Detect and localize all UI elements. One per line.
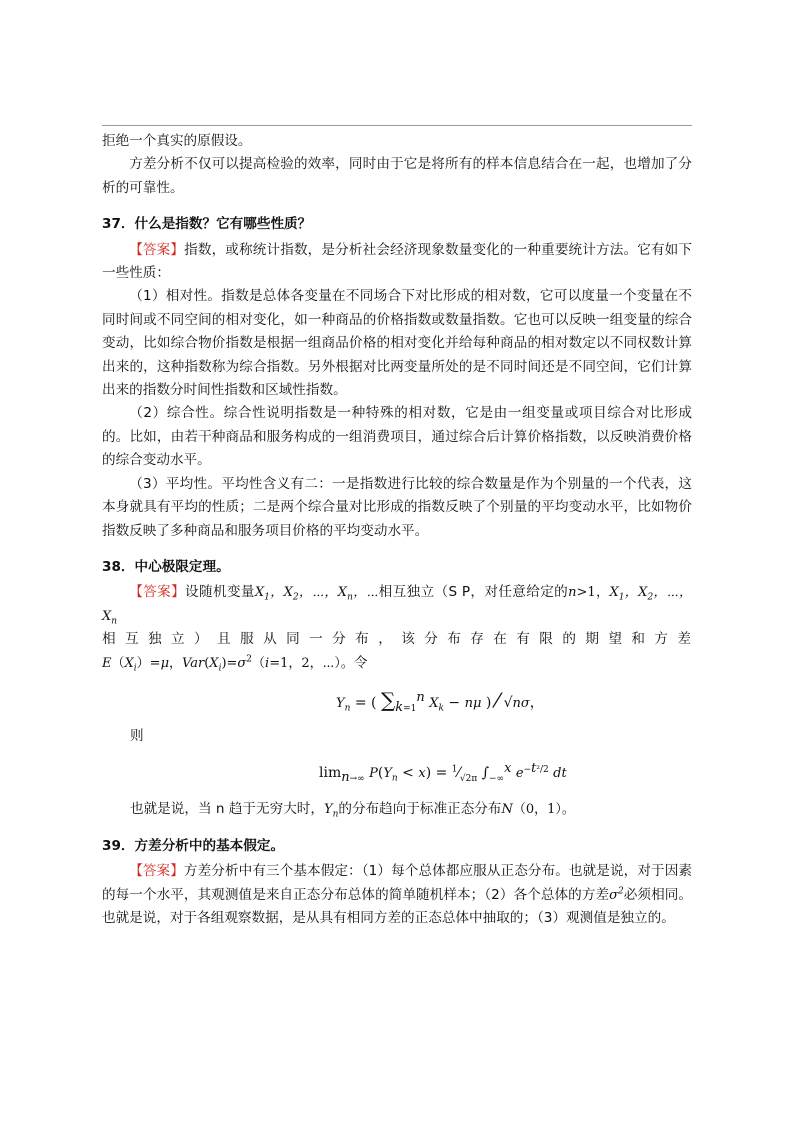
question-38-title: 38．中心极限定理。 [102,558,230,575]
header-rule [102,125,692,126]
property-comprehensive: （2）综合性。综合性说明指数是一种特殊的相对数，它是由一组变量或项目综合对比形成的。比如，由若干种商品和服务构成的一组消费项目，通过综合后计算价格指数，以反映消费价格的综合变动水平。 [102,405,692,469]
theorem-statement-line1: 【答案】设随机变量$X_1$，$X_2$，⋯，$X_n$，⋯相互独立（S P，对任意给定的n>1，$X_1$，$X_2$，⋯，$X_n$ [102,584,692,627]
question-37-title: 37．什么是指数？它有哪些性质？ [102,216,312,233]
question-39-answer: 【答案】方差分析中有三个基本假定：（1）每个总体都应服从正态分布。也就是说，对于因素的每一个水平，其观测值是来自正态分布总体的简单随机样本；（2）各个总体的方差$\sigma^2$必须相同。也就是说，对于各组观察数据，是从具有相同方差的正态总体中抽取的；（3）观测值是独立的。 [102,863,692,926]
formula-limit-distribution: $\lim_{n\to\infty} P(Y_n < x)$ = $^1⁄_{√2\pi}$ $\int_{-\infty}^x$ $e^{-t^2/2}$ dt [319,760,567,786]
math-variables: $X_1$，$X_2$，⋯，$X_n$，⋯ [254,585,379,603]
math-sigma-squared: $\sigma^2$ [609,886,624,903]
page-content [102,130,692,930]
math-expectation: E [102,655,112,671]
math-variance: Var [182,655,205,671]
formula-standardized-sum: $Y_n$ = ( $\sum_{k=1}^n$ $X_k - n\mu$ ) ⁄ √nσ， [336,687,544,715]
math-variables-finite: $X_1$，$X_2$，⋯，$X_n$ [102,585,692,627]
continued-line: 拒绝一个真实的原假设。 [102,133,252,149]
continued-paragraph: 方差分析不仅可以提高检验的效率，同时由于它是将所有的样本信息结合在一起，也增加了分析的可靠性。 [102,156,692,196]
theorem-conclusion: 也就是说，当 n 趋于无穷大时，$Y_n$的分布趋向于标准正态分布N（0，1）。 [130,801,575,820]
theorem-statement-line3: $E(X_i)=\mu$，$Var(X_i)=\sigma^2(i=1$，2，⋯）。令 [102,654,368,674]
property-relativity: （1）相对性。指数是总体各变量在不同场合下对比形成的相对数，它可以度量一个变量在不同时间或不同空间的相对变化，如一种商品的价格指数或数量指数。它也可以反映一组变量的综合变动，比如综合物价指数是根据一组商品价格的相对变化并给每种商品的相对数定以不同权数计算出来的，这种指数称为综合指数。另外根据对比两变量所处的是不同时间还是不同空间，它们计算出来的指数分时间性指数和区域性指数。 [102,288,692,399]
answer-tag: 【答案】 [129,241,185,258]
question-37-intro: 【答案】指数，或称统计指数，是分析社会经济现象数量变化的一种重要统计方法。它有如下一些性质： [102,241,692,282]
then-label: 则 [130,727,144,744]
answer-tag: 【答案】 [129,584,186,601]
question-39-title: 39．方差分析中的基本假定。 [102,837,285,854]
answer-tag: 【答案】 [129,863,184,880]
property-average: （3）平均性。平均性含义有二：一是指数进行比较的综合数量是作为个别量的一个代表，这本身就具有平均的性质；二是两个综合量对比形成的指数反映了个别量的平均变动水平，比如物价指数反映了多种商品和服务项目价格的平均变动水平。 [102,475,692,539]
math-n-greater-1: n [568,585,577,601]
theorem-statement-line2: 相互独立）且服从同一分布，该分布存在有限的期望和方差 [102,631,692,648]
math-normal-distribution: N [501,802,513,818]
